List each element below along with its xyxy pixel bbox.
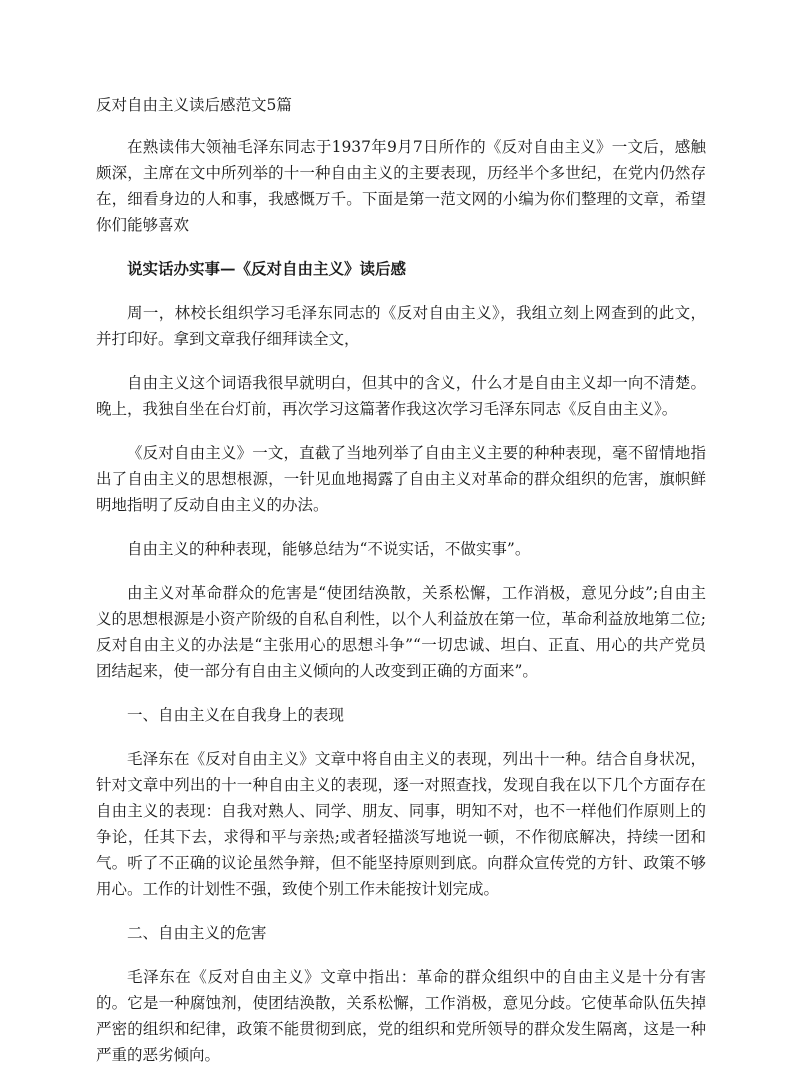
paragraph-4: 自由主义的种种表现，能够总结为“不说实话，不做实事”。 <box>127 540 531 558</box>
subheading-harm: 二、自由主义的危害 <box>127 924 267 942</box>
document-title: 反对自由主义读后感范文5篇 <box>96 96 292 114</box>
subheading-self-manifestation: 一、自由主义在自我身上的表现 <box>127 706 345 724</box>
paragraph-1: 周一，林校长组织学习毛泽东同志的《反对自由主义》，我组立刻上网查到的此文，并打印好。拿到文章我仔细拜读全文， <box>96 304 706 348</box>
paragraph-9: 毛泽东在《反对自由主义》文章中指出：革命的群众组织中的自由主义是十分有害的。它是一种腐蚀剂，使团结涣散，关系松懈，工作消极，意见分歧。它使革命队伍失掉严密的组织和纪律，政策不能贯彻到底，党的组织和党所领导的群众发生隔离，这是一种严重的恶劣倾向。 <box>96 968 706 1064</box>
paragraph-3: 《反对自由主义》一文，直截了当地列举了自由主义主要的种种表现，毫不留情地指出了自由主义的思想根源，一针见血地揭露了自由主义对革命的群众组织的危害，旗帜鲜明地指明了反动自由主义的办法。 <box>96 444 706 514</box>
intro-paragraph: 在熟读伟大领袖毛泽东同志于1937年9月7日所作的《反对自由主义》一文后，感触颇深，主席在文中所列举的十一种自由主义的主要表现，历经半个多世纪，在党内仍然存在，细看身边的人和事，我感慨万千。下面是第一范文网的小编为你们整理的文章，希望你们能够喜欢 <box>96 138 706 234</box>
document-page <box>96 92 706 1086</box>
paragraph-2: 自由主义这个词语我很早就明白，但其中的含义，什么才是自由主义却一向不清楚。晚上，我独自坐在台灯前，再次学习这篇著作我这次学习毛泽东同志《反自由主义》。 <box>96 374 706 418</box>
paragraph-7: 毛泽东在《反对自由主义》文章中将自由主义的表现，列出十一种。结合自身状况，针对文章中列出的十一种自由主义的表现，逐一对照查找，发现自我在以下几个方面存在自由主义的表现：自我对熟人、同学、朋友、同事，明知不对，也不一样他们作原则上的争论，任其下去，求得和平与亲热;或者轻描淡写地说一顿，不作彻底解决，持续一团和气。听了不正确的议论虽然争辩，但不能坚持原则到底。向群众宣传党的方针、政策不够用心。工作的计划性不强，致使个别工作未能按计划完成。 <box>96 750 706 898</box>
paragraph-5: 由主义对革命群众的危害是“使团结涣散，关系松懈，工作消极，意见分歧”;自由主义的思想根源是小资产阶级的自私自利性，以个人利益放在第一位，革命利益放地第二位;反对自由主义的办法是“主张用心的思想斗争”“一切忠诚、坦白、正直、用心的共产党员团结起来，使一部分有自由主义倾向的人改变到正确的方面来”。 <box>96 584 706 680</box>
section-title: 说实话办实事—《反对自由主义》读后感 <box>127 259 407 278</box>
